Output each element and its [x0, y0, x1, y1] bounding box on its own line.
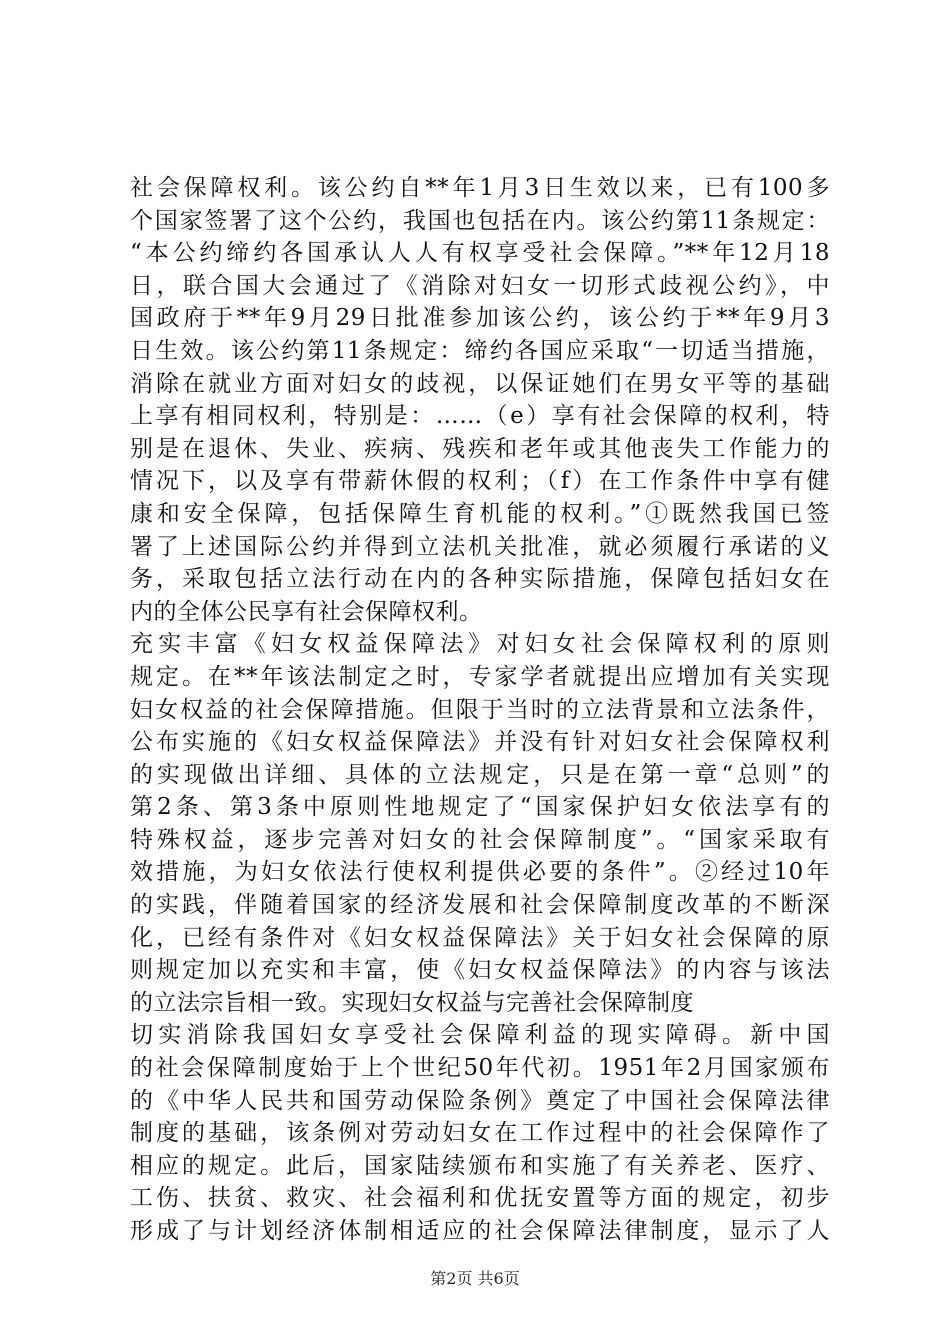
text-line: 消除在就业方面对妇女的歧视，以保证她们在男女平等的基础 — [130, 370, 830, 397]
text-line: 制度的基础，该条例对劳动妇女在工作过程中的社会保障作了 — [130, 1120, 830, 1147]
text-line: 内的全体公民享有社会保障权利。 — [130, 598, 483, 625]
text-line: 个国家签署了这个公约，我国也包括在内。该公约第11条规定： — [130, 207, 830, 234]
text-line: 的实现做出详细、具体的立法规定，只是在第一章“总则”的 — [130, 761, 830, 788]
text-line: 切实消除我国妇女享受社会保障利益的现实障碍。新中国 — [130, 1022, 830, 1049]
text-line: 的实践，伴随着国家的经济发展和社会保障制度改革的不断深 — [130, 892, 830, 919]
text-line: 则规定加以充实和丰富，使《妇女权益保障法》的内容与该法 — [130, 957, 830, 984]
text-line: 特殊权益，逐步完善对妇女的社会保障制度”。“国家采取有 — [130, 826, 830, 853]
text-line: 第2条、第3条中原则性地规定了“国家保护妇女依法享有的 — [130, 794, 830, 821]
text-line: 务，采取包括立法行动在内的各种实际措施，保障包括妇女在 — [130, 566, 830, 593]
text-line: 形成了与计划经济体制相适应的社会保障法律制度，显示了人 — [130, 1218, 830, 1244]
text-line: 康和安全保障，包括保障生育机能的权利。”①既然我国已签 — [130, 500, 830, 527]
text-line: 国政府于**年9月29日批准参加该公约，该公约于**年9月3 — [130, 305, 830, 332]
text-line: 日，联合国大会通过了《消除对妇女一切形式歧视公约》，中 — [130, 272, 830, 299]
text-line: 化，已经有条件对《妇女权益保障法》关于妇女社会保障的原 — [130, 924, 830, 951]
text-line: 情况下，以及享有带薪休假的权利；（f）在工作条件中享有健 — [130, 468, 830, 495]
text-line: “本公约缔约各国承认人人有权享受社会保障。”**年12月18 — [130, 240, 830, 267]
text-line: 署了上述国际公约并得到立法机关批准，就必须履行承诺的义 — [130, 533, 830, 560]
text-line: 的社会保障制度始于上个世纪50年代初。1951年2月国家颁布 — [130, 1055, 830, 1082]
text-line: 工伤、扶贫、救灾、社会福利和优抚安置等方面的规定，初步 — [130, 1185, 830, 1212]
text-line: 的立法宗旨相一致。实现妇女权益与完善社会保障制度 — [130, 989, 694, 1016]
text-line: 相应的规定。此后，国家陆续颁布和实施了有关养老、医疗、 — [130, 1152, 830, 1179]
text-line: 的《中华人民共和国劳动保险条例》奠定了中国社会保障法律 — [130, 1087, 830, 1114]
text-line: 上享有相同权利，特别是：……（e）享有社会保障的权利，特 — [130, 403, 830, 430]
text-line: 日生效。该公约第11条规定：缔约各国应采取“一切适当措施， — [130, 337, 830, 364]
text-line: 规定。在**年该法制定之时，专家学者就提出应增加有关实现 — [130, 663, 830, 690]
text-line: 效措施，为妇女依法行使权利提供必要的条件”。②经过10年 — [130, 859, 830, 886]
text-line: 妇女权益的社会保障措施。但限于当时的立法背景和立法条件， — [130, 696, 830, 723]
text-line: 充实丰富《妇女权益保障法》对妇女社会保障权利的原则 — [130, 631, 830, 658]
text-line: 别是在退休、失业、疾病、残疾和老年或其他丧失工作能力的 — [130, 435, 830, 462]
text-line: 社会保障权利。该公约自**年1月3日生效以来，已有100多 — [130, 175, 830, 201]
document-body — [130, 172, 830, 1248]
text-line: 公布实施的《妇女权益保障法》并没有针对妇女社会保障权利 — [130, 729, 830, 756]
page-footer: 第2页 共6页 — [430, 1269, 520, 1288]
